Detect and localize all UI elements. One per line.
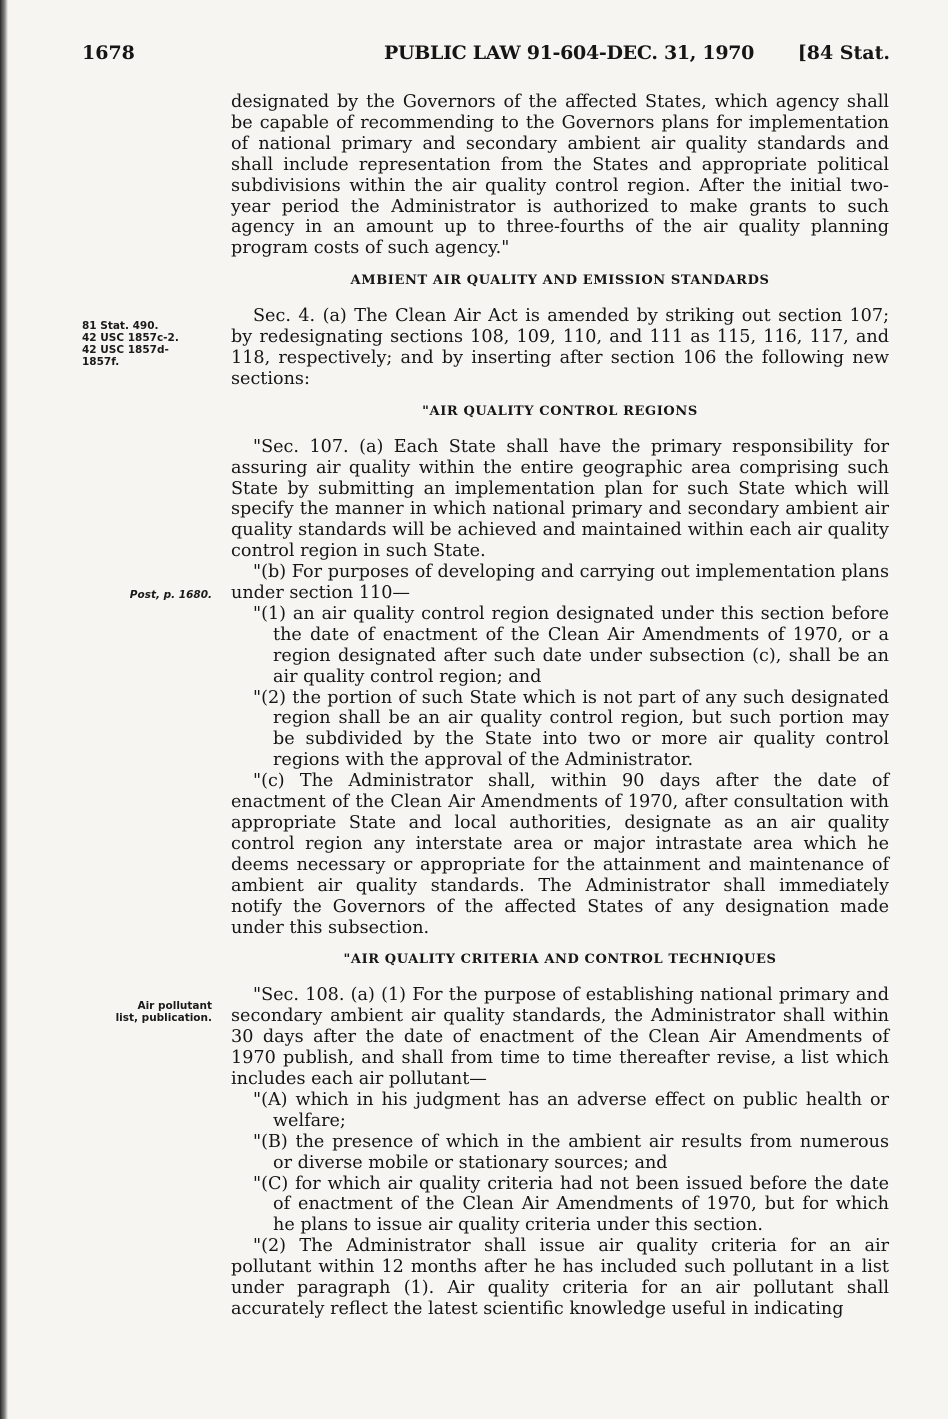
clause-107b-1: "(1) an air quality control region designated under this section before the date of enactment of the Clean Air Amendments of 1970, or a region designated after such date under subsection (c), shall be an air quality control region; and bbox=[253, 603, 889, 687]
document-body bbox=[231, 92, 889, 1320]
clause-108a1-A: "(A) which in his judgment has an adverse effect on public health or welfare; bbox=[253, 1089, 889, 1131]
page-header bbox=[0, 42, 948, 72]
section-heading-ambient: AMBIENT AIR QUALITY AND EMISSION STANDARDS bbox=[350, 273, 770, 289]
margin-note-post: Post, p. 1680. bbox=[129, 589, 212, 601]
paragraph-sec-4: Sec. 4. (a) The Clean Air Act is amended by striking out section 107; by redesignating sections 108, 109, 110, and 111 as 115, 116, 117, and 118, respectively; and by inserting after section 106 the following new sections: bbox=[231, 306, 889, 389]
paragraph-sec-108a2: "(2) The Administrator shall issue air quality criteria for an air pollutant within 12 months after he has included such pollutant in a list under paragraph (1). Air quality criteria for an air pollutant shall accurately reflect the latest scientific knowledge useful in indicating bbox=[231, 1236, 889, 1319]
margin-citation: 42 USC 1857d- bbox=[82, 344, 169, 356]
margin-note-line: Air pollutant bbox=[137, 1000, 212, 1012]
section-heading-criteria: "AIR QUALITY CRITERIA AND CONTROL TECHNIQUES bbox=[343, 952, 777, 968]
clause-108a1-C: "(C) for which air quality criteria had not been issued before the date of enactment of the Clean Air Amendments of 1970, but for which he plans to issue air quality criteria under this section. bbox=[253, 1173, 889, 1236]
section-heading-regions: "AIR QUALITY CONTROL REGIONS bbox=[422, 403, 698, 419]
page-edge-shadow bbox=[0, 0, 8, 1419]
page-number: 1678 bbox=[82, 42, 135, 64]
running-title: PUBLIC LAW 91-604-DEC. 31, 1970 bbox=[384, 42, 755, 64]
margin-citation: 42 USC 1857c-2. bbox=[82, 332, 179, 344]
clause-107b-2: "(2) the portion of such State which is not part of any such designated region shall be an air quality control region, but such portion may be subdivided by the State into two or more air quality control regions with the approval of the Administrator. bbox=[253, 687, 889, 771]
margin-citation: 1857f. bbox=[82, 356, 120, 368]
margin-citation: 81 Stat. 490. bbox=[82, 320, 159, 332]
paragraph-sec-107a: "Sec. 107. (a) Each State shall have the primary responsibility for assuring air quality within the entire geographic area comprising such State by submitting an implementation plan for such State which will specify the manner in which national primary and secondary ambient air quality standards will be achieved and maintained within each air quality control region in such State. bbox=[231, 436, 889, 562]
margin-note-citations bbox=[82, 320, 232, 368]
paragraph-sec-107c: "(c) The Administrator shall, within 90 days after the date of enactment of the Clean Air Amendments of 1970, after consultation with appropriate State and local authorities, designate as an air quality control region any interstate area or major intrastate area which he deems necessary or appropriate for the attainment and maintenance of ambient air quality standards. The Administrator shall immediately notify the Governors of the affected States of any designation made under this subsection. bbox=[231, 771, 889, 938]
paragraph-continuation: designated by the Governors of the affected States, which agency shall be capable of recommending to the Governors plans for implementation of national primary and secondary ambient air quality standards and shall include representation from the States and appropriate political subdivisions within the air quality control region. After the initial two-year period the Administrator is authorized to make grants to such agency in an amount up to three-fourths of the air quality planning program costs of such agency." bbox=[231, 92, 889, 259]
margin-note-air-pollutant bbox=[62, 1000, 212, 1024]
clause-108a1-B: "(B) the presence of which in the ambient air results from numerous or diverse mobile or stationary sources; and bbox=[253, 1131, 889, 1173]
statute-reference: [84 Stat. bbox=[797, 42, 890, 64]
paragraph-sec-107b: "(b) For purposes of developing and carrying out implementation plans under section 110— bbox=[231, 562, 889, 604]
margin-note-line: list, publication. bbox=[115, 1012, 212, 1024]
paragraph-sec-108a1: "Sec. 108. (a) (1) For the purpose of establishing national primary and secondary ambient air quality standards, the Administrator shall within 30 days after the date of enactment of the Clean Air Amendments of 1970 publish, and shall from time to time thereafter revise, a list which includes each air pollutant— bbox=[231, 985, 889, 1089]
